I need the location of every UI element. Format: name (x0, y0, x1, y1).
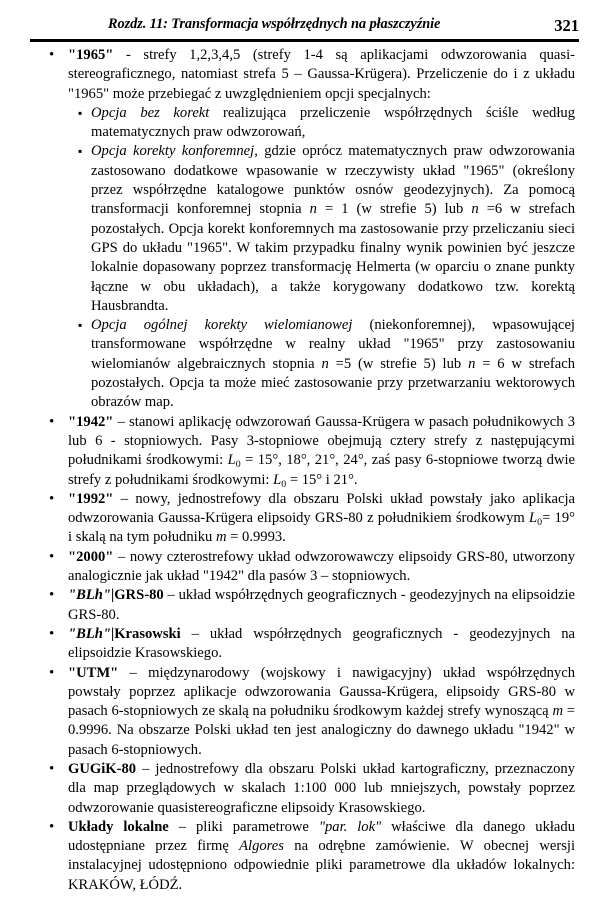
symbol-L0 (273, 472, 286, 488)
term-utm: "UTM" (68, 664, 119, 681)
symbol-L0 (228, 452, 241, 468)
option-desc-part-3: = 6 w strefach pozostałych. Opcja ta może mieć zastosowanie przy przetwarzaniu wektorowych obrazów map. (91, 355, 576, 411)
symbol-L0 (529, 510, 542, 526)
list-item-blh-grs80-text (68, 586, 575, 625)
desc-utm-part-2: = 0.9996. Na obszarze Polski układ ten jest analogiczny do dawnego układu "1942" w pasach 6-stopniowych. (68, 703, 575, 758)
running-header (30, 16, 579, 46)
option-name-ogolnej-korekty: Opcja ogólnej korekty wielomianowej (91, 317, 353, 334)
body-column (30, 46, 575, 895)
desc-1965: - strefy 1,2,3,4,5 (strefy 1-4 są aplikacjami odwzorowania quasi-stereograficznego, natomiast strefa 5 – Gaussa-Krügera). Przeliczenie do i z układu "1965" może przebiegać z uwzględnieniem opcji specjalnych: (68, 47, 575, 102)
desc-1992-part-1: – nowy, jednostrefowy dla obszaru Polski układ powstały jako aplikacja odwzorowania Gaussa-Krügera elipsoidy GRS-80 z południkiem środkowym (68, 490, 575, 527)
symbol-m: m (215, 529, 227, 546)
bullet-icon: • (49, 413, 55, 430)
sublist-1965-options (68, 104, 575, 413)
option-desc-part-2: = 1 (w strefie 5) lub (316, 201, 472, 218)
term-gugik80: GUGiK-80 (68, 760, 137, 777)
bullet-icon: • (49, 664, 55, 681)
option-name-bez-korekt: Opcja bez korekt (91, 104, 210, 121)
desc-lokalne-part-3: na odrębne zamówienie. W obecnej wersji instalacyjnej udostępniono odpowiednie pliki parametrowe dla układów lokalnych: KRAKÓW, ŁÓDŹ. (68, 838, 576, 893)
sublist-item-bez-korekt-text (91, 104, 575, 143)
list-item-2000 (30, 548, 575, 587)
square-bullet-icon: ▪ (78, 144, 83, 159)
option-desc-part-2: =5 (w strefie 5) lub (328, 355, 469, 372)
term-krasowski: |Krasowski (110, 625, 181, 642)
variable-n: n (468, 355, 476, 372)
desc-1942-part-1: – stanowi aplikację odwzorowań Gaussa-Krügera w pasach południkowych 3 lub 6 - stopniowych. Pasy 3-stopniowe obejmują cztery strefy z następującymi południkami środkowymi: (68, 413, 575, 469)
option-name-korekty-konforemnej: Opcja korekty konforemnej (91, 143, 255, 160)
desc-blh-krasowski: – układ współrzędnych geograficznych - geodezyjnych na elipsoidzie Krasowskiego. (68, 625, 575, 662)
document-page (0, 16, 609, 902)
bullet-icon: • (49, 625, 55, 642)
desc-2000: – nowy czterostrefowy układ odwzorowawczy elipsoidy GRS-80, utworzony analogicznie jak układ "1942" dla pasów 3 – stopniowych. (68, 548, 575, 585)
term-grs80: |GRS-80 (110, 587, 164, 604)
desc-lokalne-part-2: właściwe dla danego układu udostępniane przez firmę (68, 818, 575, 855)
square-bullet-icon: ▪ (78, 318, 83, 333)
list-item-1965-text (68, 46, 575, 104)
bullet-icon: • (49, 47, 55, 63)
desc-lokalne-part-1: – pliki parametrowe (168, 818, 319, 835)
list-item-utm-text (68, 664, 575, 760)
bullet-icon: • (49, 760, 55, 777)
variable-n: n (321, 355, 329, 372)
header-chapter-title: Rozdz. 11: Transformacja współrzędnych na płaszczyźnie (108, 16, 441, 32)
list-item-gugik80 (30, 760, 575, 818)
sublist-item-ogolnej-korekty (78, 316, 575, 412)
list-item-1942-text (68, 413, 575, 490)
list-item-gugik80-text (68, 760, 575, 818)
coordinate-systems-list (30, 46, 575, 895)
list-item-blh-krasowski-text (68, 625, 575, 664)
sublist-item-bez-korekt (78, 104, 575, 143)
list-item-1965 (30, 46, 575, 413)
term-uklady-lokalne: Układy lokalne (68, 818, 169, 835)
option-desc-bez-korekt: realizująca przeliczenie współrzędnych ściśle według matematycznych praw odwzorowań, (91, 104, 575, 141)
list-item-utm (30, 664, 575, 760)
desc-1942-part-2: = 15°, 18°, 21°, 24°, zaś pasy 6-stopniowe tworzą dwie strefy z południkami środkowymi: (68, 452, 575, 488)
term-1942: "1942" (68, 413, 114, 430)
desc-1992-part-3: = 0.9993. (226, 529, 286, 546)
symbol-L: L (227, 452, 236, 469)
list-item-blh-grs80 (30, 586, 575, 625)
list-item-1992-text (68, 490, 575, 548)
option-desc-part-1: (niekonforemnej), wpasowującej transformowane współrzędne w realny układ "1965" przy zastosowaniu wielomianów algebraicznych stopnia (91, 317, 575, 372)
list-item-1992 (30, 490, 575, 548)
filename-par-lok: "par. lok" (318, 818, 382, 835)
sublist-item-ogolnej-korekty-text (91, 316, 575, 412)
variable-n: n (471, 201, 479, 218)
square-bullet-icon: ▪ (78, 105, 83, 120)
option-desc-part-3: =6 w strefach pozostałych. Opcja korekt konforemnych ma zastosowanie przy przeliczaniu sieci GPS do układu "1965". W takim przypadku finalny wynik powinien być jeszcze lokalnie dopasowany poprzez transformację Helmerta (w oparciu o znane punkty łączne w obu układach), a także korygowany dodatkowo tzw. korektą Hausbrandta. (91, 201, 576, 314)
bullet-icon: • (49, 587, 55, 604)
desc-1992-part-2: = 19° i skalą na tym południku (68, 510, 575, 546)
bullet-icon: • (49, 818, 55, 835)
desc-gugik80: – jednostrefowy dla obszaru Polski układ kartograficzny, przeznaczony dla map przeglądowych w skalach 1:100 000 lub mniejszych, powstały poprzez odwzorowanie quasistereograficzne elipsoidy Krasowskiego. (68, 760, 575, 816)
symbol-L-subscript: 0 (537, 516, 543, 528)
bullet-icon: • (49, 490, 55, 507)
sublist-item-korekty-konforemnej (78, 142, 575, 316)
term-blh: "BLh" (68, 587, 111, 604)
variable-n: n (309, 201, 317, 218)
symbol-L: L (529, 510, 538, 527)
term-2000: "2000" (68, 548, 114, 565)
desc-utm-part-1: – międzynarodowy (wojskowy i nawigacyjny) układ współrzędnych powstały poprzez aplikacje odwzorowania Gaussa-Krügera, elipsoidy GRS-80 w pasach 6-stopniowych ze skalą na południku środkowym każdej strefy wynoszącą (68, 664, 575, 720)
list-item-uklady-lokalne-text (68, 818, 575, 895)
list-item-blh-krasowski (30, 625, 575, 664)
symbol-L-subscript: 0 (281, 478, 287, 490)
desc-blh-grs80: – układ współrzędnych geograficznych - geodezyjnych na elipsoidzie GRS-80. (68, 587, 575, 623)
list-item-uklady-lokalne (30, 818, 575, 895)
symbol-m: m (552, 703, 563, 720)
symbol-L-subscript: 0 (235, 459, 241, 470)
page-number: 321 (554, 16, 579, 35)
company-algores: Algores (239, 838, 284, 855)
term-blh: "BLh" (68, 625, 111, 642)
symbol-L: L (273, 471, 282, 488)
list-item-2000-text (68, 548, 575, 587)
term-1965: "1965" (68, 47, 114, 63)
term-1992: "1992" (68, 490, 114, 507)
bullet-icon: • (49, 548, 55, 565)
sublist-item-korekty-konforemnej-text (91, 142, 575, 316)
option-desc-part-1: , gdzie oprócz matematycznych praw odwzorowania zastosowano dodatkowe wpasowanie w rzeczywisty układ "1965" (określony przez współrzędne katalogowe punktów osnów geodezyjnych). Za pomocą transformacji konforemnej stopnia (91, 143, 575, 218)
list-item-1942 (30, 413, 575, 490)
header-rule (30, 39, 579, 42)
desc-1942-part-3: = 15° i 21°. (286, 471, 358, 488)
